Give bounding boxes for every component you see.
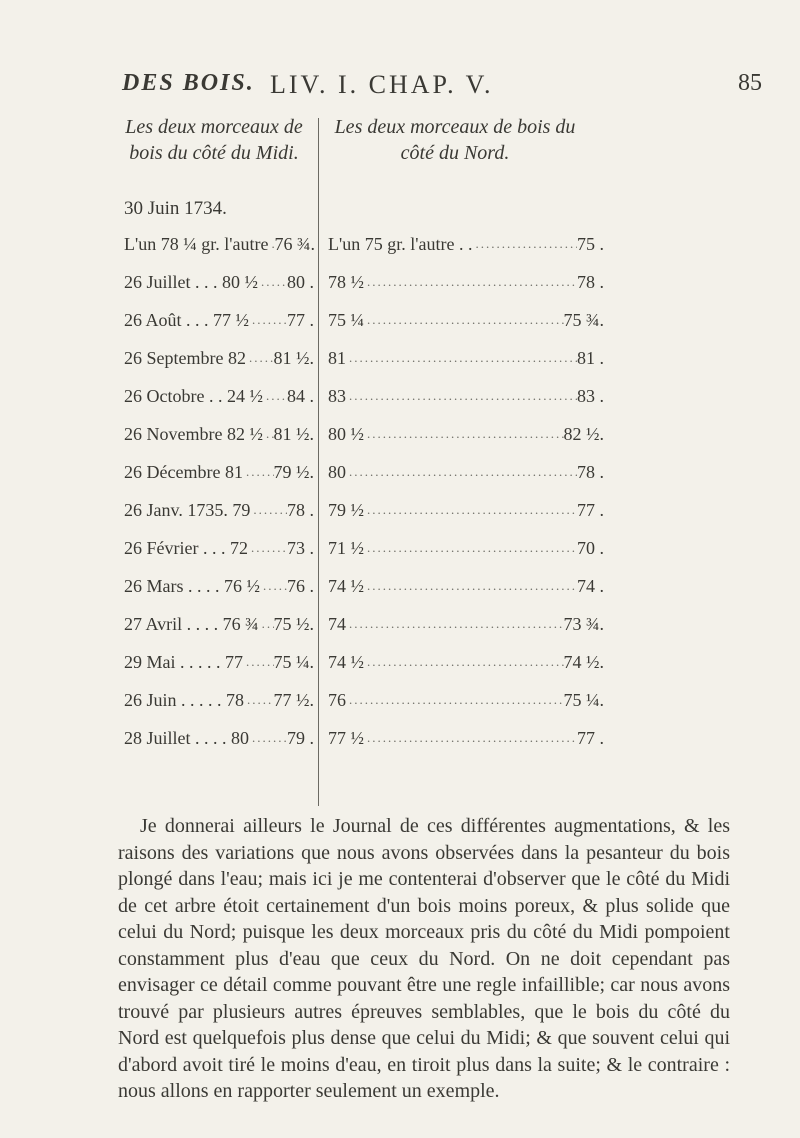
dot-leader [260,567,287,605]
south-row-value: 76 ¾. [274,234,315,254]
north-row-label: 79 ½ [328,500,364,520]
south-row-value: 75 ½. [273,614,314,634]
body-text: Je donnerai ailleurs le Journal de ces différentes augmentations, & les raisons des variations que nous avons observées dans la pesanteur du bois plongé dans l'eau; mais ici je me contenterai d'observer que le côté du Midi de cet arbre étoit certainement d'un bois moins poreux, & plus solide que celui du Nord; puisque les deux morceaux pris du côté du Midi pompoient constamment plus d'eau que ceux du Nord. On ne doit cependant pas envisager ce détail comme pouvant être une regle infaillible; car nous avons trouvé par plusieurs autres épreuves semblables, que le bois du côté du Nord est quelquefois plus dense que celui du Midi; & que souvent celui qui d'abord avoit tiré le moins d'eau, en tiroit plus dans la suite; & le contraire : nous allons en rapporter seulement un exemple. [118,815,730,1102]
south-row-value: 81 ½. [273,348,314,368]
north-row-value: 81 . [577,348,604,368]
dot-leader [263,415,274,453]
north-row [328,225,604,263]
south-row [124,453,314,491]
north-row-value: 78 . [577,462,604,482]
north-row [328,491,604,529]
south-measurements-table [124,225,314,757]
south-row [124,263,314,301]
south-row-value: 73 . [287,538,314,558]
dot-leader [364,529,577,567]
north-row-label: 74 ½ [328,652,364,672]
running-head [122,66,762,106]
dot-leader [472,225,577,263]
north-row-value: 75 . [577,234,604,254]
south-row-label: 26 Août . . . 77 ½ [124,310,250,330]
dot-leader [258,263,287,301]
dot-leader [246,339,274,377]
dot-leader [364,301,564,339]
north-row [328,681,604,719]
dot-leader [364,719,577,757]
south-row-value: 80 . [287,272,314,292]
south-row-value: 78 . [287,500,314,520]
south-row-value: 81 ½. [273,424,314,444]
south-row-value: 79 . [287,728,314,748]
north-row [328,719,604,757]
body-paragraph [118,813,730,1105]
page-number: 85 [738,70,762,96]
south-row-label: 27 Avril . . . . 76 ¾ [124,614,259,634]
north-row-value: 75 ¾. [563,310,604,330]
north-row-value: 78 . [577,272,604,292]
north-row-value: 83 . [577,386,604,406]
dot-leader [243,453,274,491]
dot-leader [249,301,287,339]
south-row [124,225,314,263]
north-row-value: 77 . [577,500,604,520]
north-measurements-table [328,225,604,757]
dot-leader [244,681,273,719]
south-row-label: 26 Février . . . 72 [124,538,248,558]
south-row-value: 84 . [287,386,314,406]
column-divider [318,118,319,806]
south-row-label: 26 Septembre 82 [124,348,246,368]
north-row-value: 82 ½. [563,424,604,444]
running-head-chapter: LIV. I. CHAP. V. [270,70,494,99]
dot-leader [364,491,577,529]
right-column-heading: Les deux morceaux de bois du côté du Nord. [334,116,576,164]
south-row [124,529,314,567]
north-row-label: 81 [328,348,346,368]
dot-leader [364,263,577,301]
south-row [124,491,314,529]
north-row [328,643,604,681]
south-row-label: 26 Décembre 81 [124,462,243,482]
south-row-value: 77 . [287,310,314,330]
north-row [328,263,604,301]
south-row [124,339,314,377]
north-row-label: 75 ¼ [328,310,364,330]
south-row [124,567,314,605]
south-row [124,377,314,415]
north-row [328,415,604,453]
north-row [328,453,604,491]
north-row-value: 77 . [577,728,604,748]
south-row-label: 29 Mai . . . . . 77 [124,652,243,672]
south-row-value: 76 . [287,576,314,596]
dot-leader [364,415,564,453]
north-row-value: 70 . [577,538,604,558]
south-row-label: 26 Juillet . . . 80 ½ [124,272,258,292]
south-row-value: 75 ¼. [273,652,314,672]
dot-leader [248,529,287,567]
north-row-label: L'un 75 gr. l'autre . . [328,234,473,254]
dot-leader [346,453,577,491]
south-row-label: 26 Juin . . . . . 78 [124,690,245,710]
south-row-value: 79 ½. [273,462,314,482]
left-column-heading: Les deux morceaux de bois du côté du Midi. [125,116,303,164]
north-row-label: 77 ½ [328,728,364,748]
north-row [328,605,604,643]
north-row [328,567,604,605]
south-row-label: 28 Juillet . . . . 80 [124,728,249,748]
north-row-label: 80 ½ [328,424,364,444]
south-row [124,415,314,453]
south-row [124,301,314,339]
north-row [328,529,604,567]
north-row-label: 76 [328,690,346,710]
south-row-label: 26 Janv. 1735. 79 [124,500,251,520]
north-row-value: 75 ¼. [563,690,604,710]
dot-leader [364,643,564,681]
south-row-label: 26 Novembre 82 ½ [124,424,263,444]
north-row-label: 71 ½ [328,538,364,558]
north-row-value: 73 ¾. [563,614,604,634]
dot-leader [346,681,564,719]
south-row-label: 26 Octobre . . 24 ½ [124,386,263,406]
dot-leader [263,377,287,415]
dot-leader [346,377,577,415]
south-row-label: L'un 78 ¼ gr. l'autre [124,234,269,254]
north-row-label: 83 [328,386,346,406]
south-row-label: 26 Mars . . . . 76 ½ [124,576,260,596]
dot-leader [346,605,564,643]
north-row-label: 74 ½ [328,576,364,596]
south-row [124,643,314,681]
dot-leader [364,567,577,605]
north-row [328,301,604,339]
dot-leader [243,643,274,681]
running-head-title: DES BOIS. [122,70,255,96]
north-row-label: 80 [328,462,346,482]
south-row-value: 77 ½. [273,690,314,710]
south-row [124,605,314,643]
north-row-value: 74 ½. [563,652,604,672]
north-row-value: 74 . [577,576,604,596]
date-heading: 30 Juin 1734. [124,198,227,219]
south-row [124,719,314,757]
dot-leader [346,339,577,377]
dot-leader [259,605,274,643]
north-row-label: 78 ½ [328,272,364,292]
south-row [124,681,314,719]
north-row [328,339,604,377]
dot-leader [249,719,287,757]
north-row [328,377,604,415]
dot-leader [250,491,287,529]
north-row-label: 74 [328,614,346,634]
